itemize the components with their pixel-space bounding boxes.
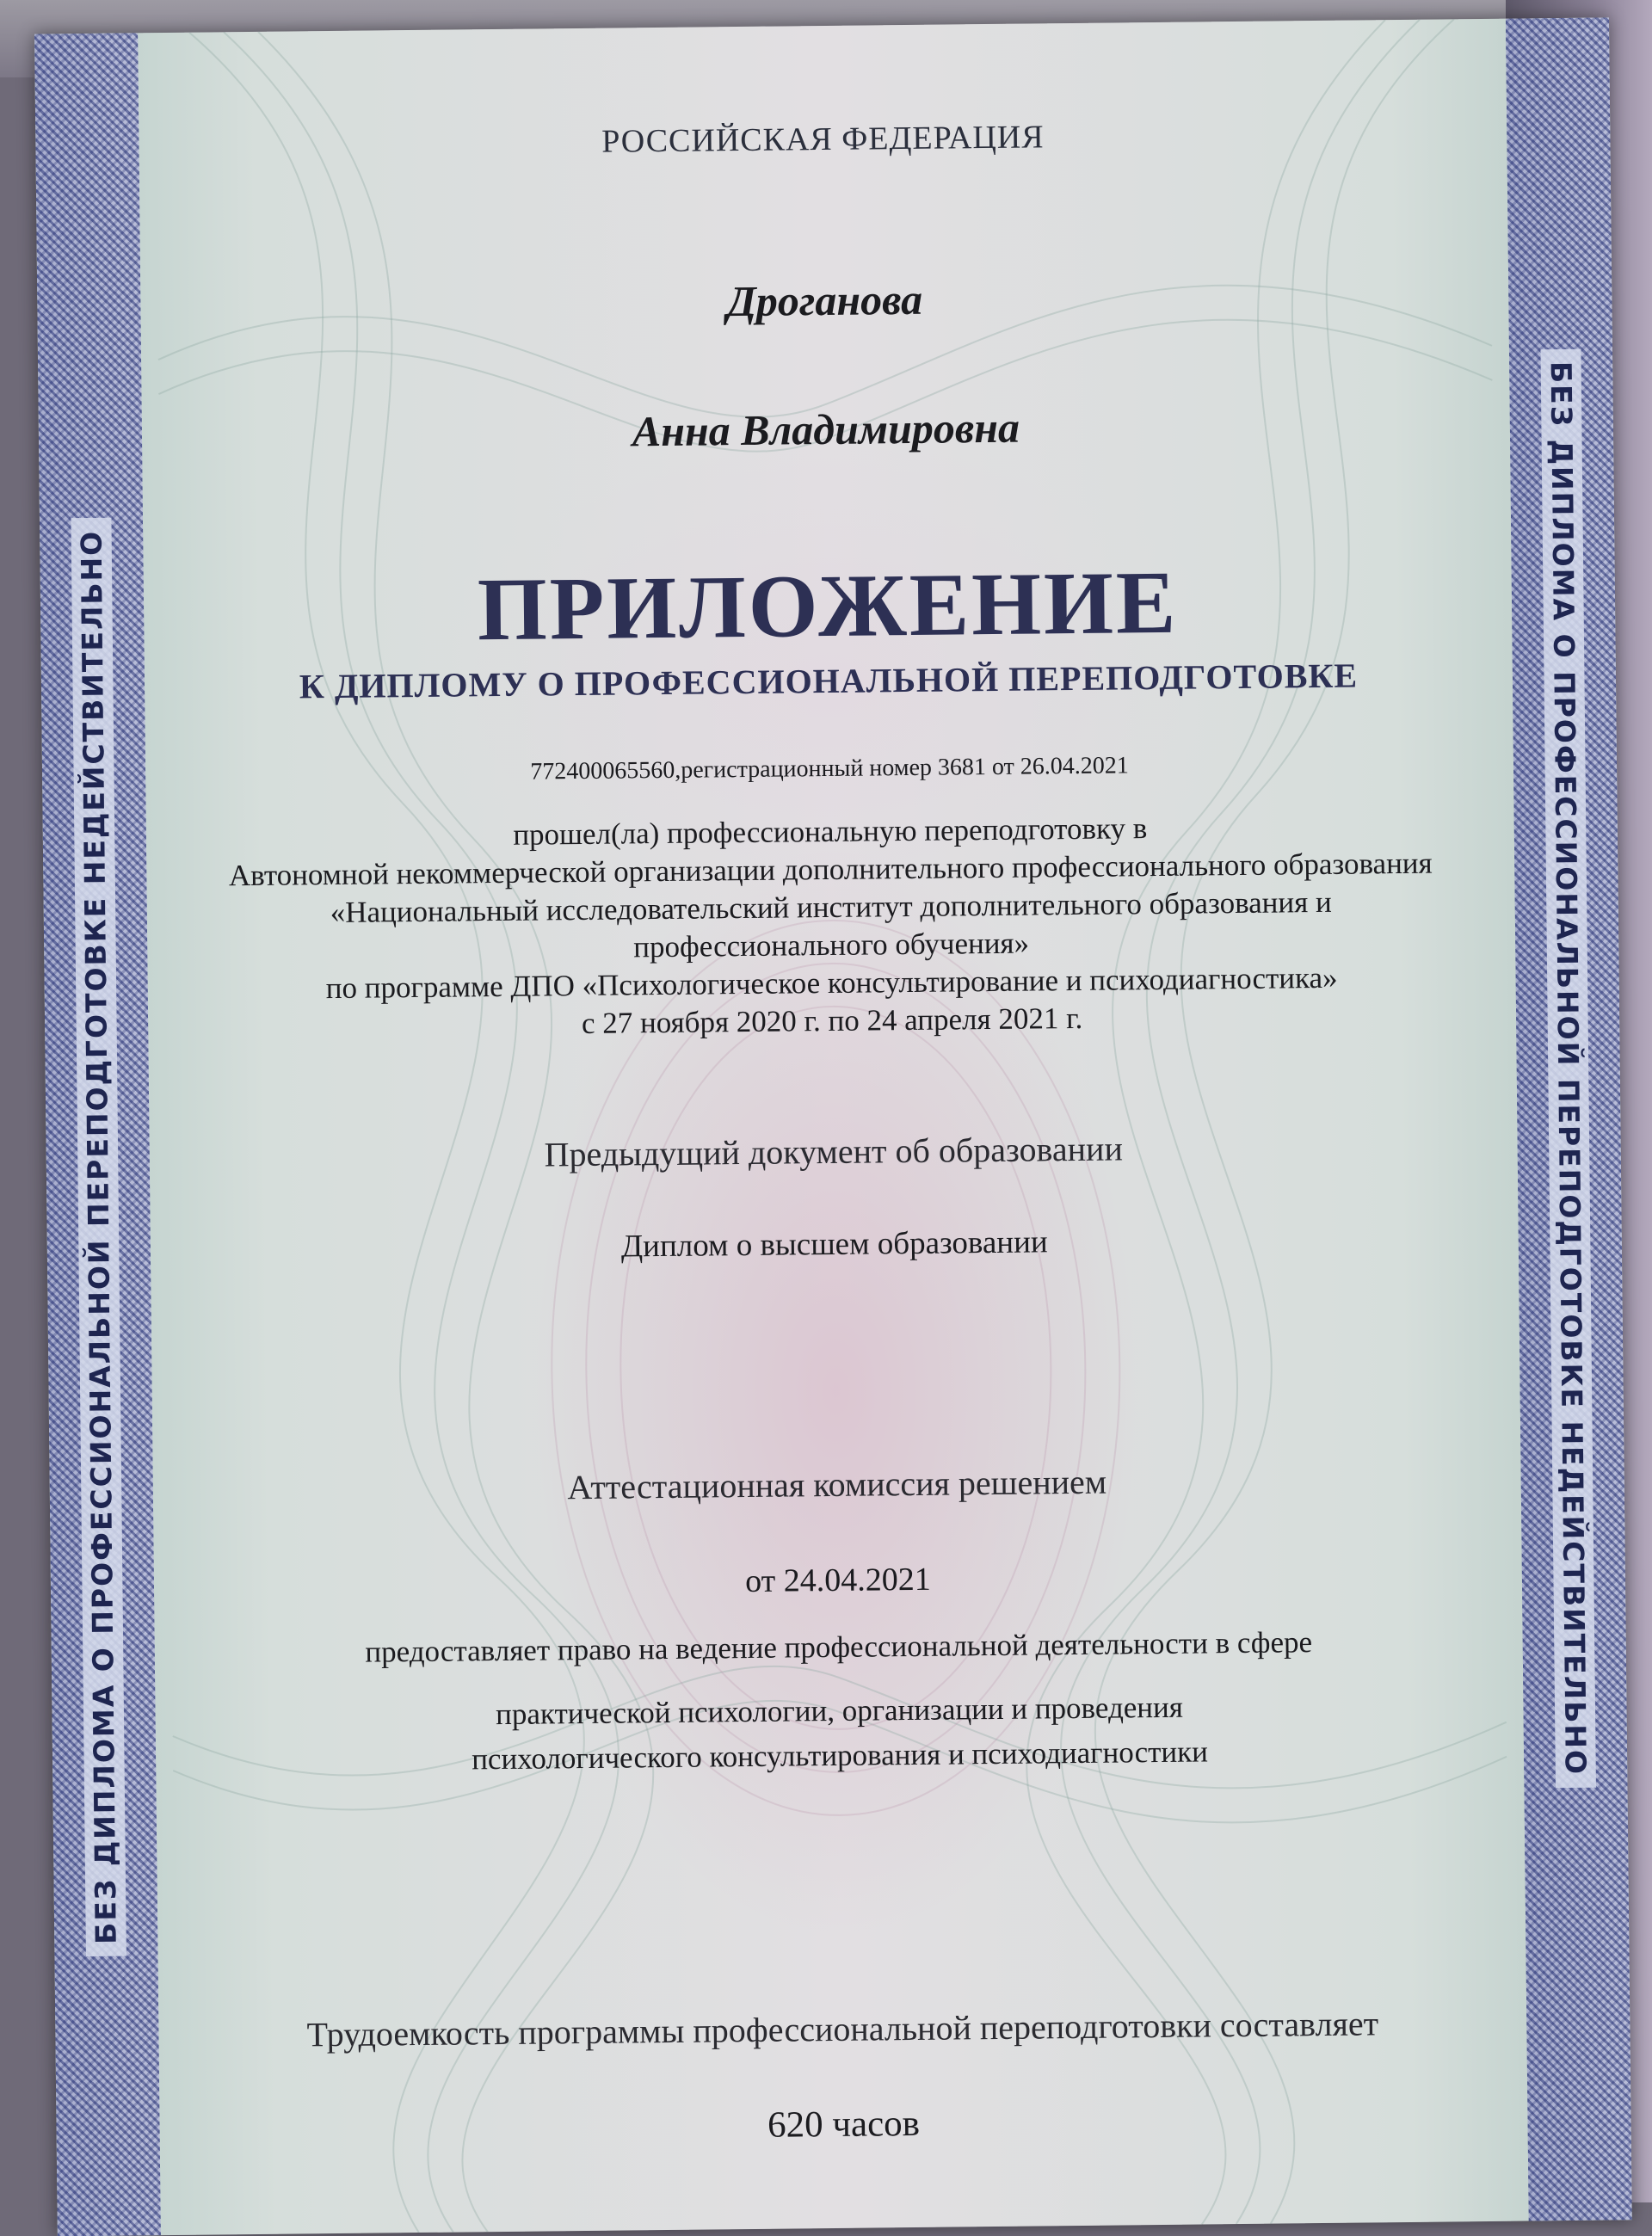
workload-label: Трудоемкость программы профессиональной переподготовки составляет [306, 2004, 1379, 2054]
training-line: профессионального обучения» [633, 926, 1030, 964]
document-content [138, 19, 1529, 2236]
sphere-line: практической психологии, организации и проведения [495, 1690, 1184, 1732]
training-line: с 27 ноября 2020 г. по 24 апреля 2021 г. [581, 1001, 1083, 1040]
holder-given-names: Анна Владимировна [632, 403, 1020, 456]
training-line: Автономной некоммерческой организации дополнительного профессионального образования [228, 846, 1433, 893]
activity-sphere [155, 1682, 1524, 1786]
training-line: по программе ДПО «Психологическое консультирование и психодиагностика» [325, 960, 1338, 1006]
previous-document-label: Предыдущий документ об образовании [544, 1129, 1124, 1174]
security-band-left-text: БЕЗ ДИПЛОМА О ПРОФЕССИОНАЛЬНОЙ ПЕРЕПОДГОТОВКЕ НЕДЕЙСТВИТЕЛЬНО [71, 518, 126, 1957]
country-heading: РОССИЙСКАЯ ФЕДЕРАЦИЯ [601, 119, 1045, 160]
grants-line: предоставляет право на ведение профессиональной деятельности в сфере [365, 1625, 1313, 1669]
training-line: «Национальный исследовательский институт дополнительного образования и [330, 884, 1332, 930]
document-subtitle: К ДИПЛОМУ О ПРОФЕССИОНАЛЬНОЙ ПЕРЕПОДГОТОВКЕ [299, 656, 1359, 706]
diploma-supplement-sheet [34, 17, 1632, 2236]
security-band-right-text: БЕЗ ДИПЛОМА О ПРОФЕССИОНАЛЬНОЙ ПЕРЕПОДГОТОВКЕ НЕДЕЙСТВИТЕЛЬНО [1540, 349, 1596, 1789]
workload-value: 620 часов [767, 2103, 921, 2146]
holder-surname: Дроганова [726, 274, 923, 326]
registration-number-line: 772400065560,регистрационный номер 3681 от 26.04.2021 [530, 752, 1129, 785]
commission-line: Аттестационная комиссия решением [567, 1462, 1107, 1507]
document-title: ПРИЛОЖЕНИЕ [477, 552, 1179, 660]
sphere-line: психологического консультирования и психодиагностики [471, 1734, 1209, 1777]
training-details [146, 806, 1517, 1048]
training-line: прошел(ла) профессиональную переподготовку в [513, 811, 1148, 852]
decision-date: от 24.04.2021 [744, 1561, 931, 1600]
previous-document-value: Диплом о высшем образовании [620, 1224, 1048, 1265]
